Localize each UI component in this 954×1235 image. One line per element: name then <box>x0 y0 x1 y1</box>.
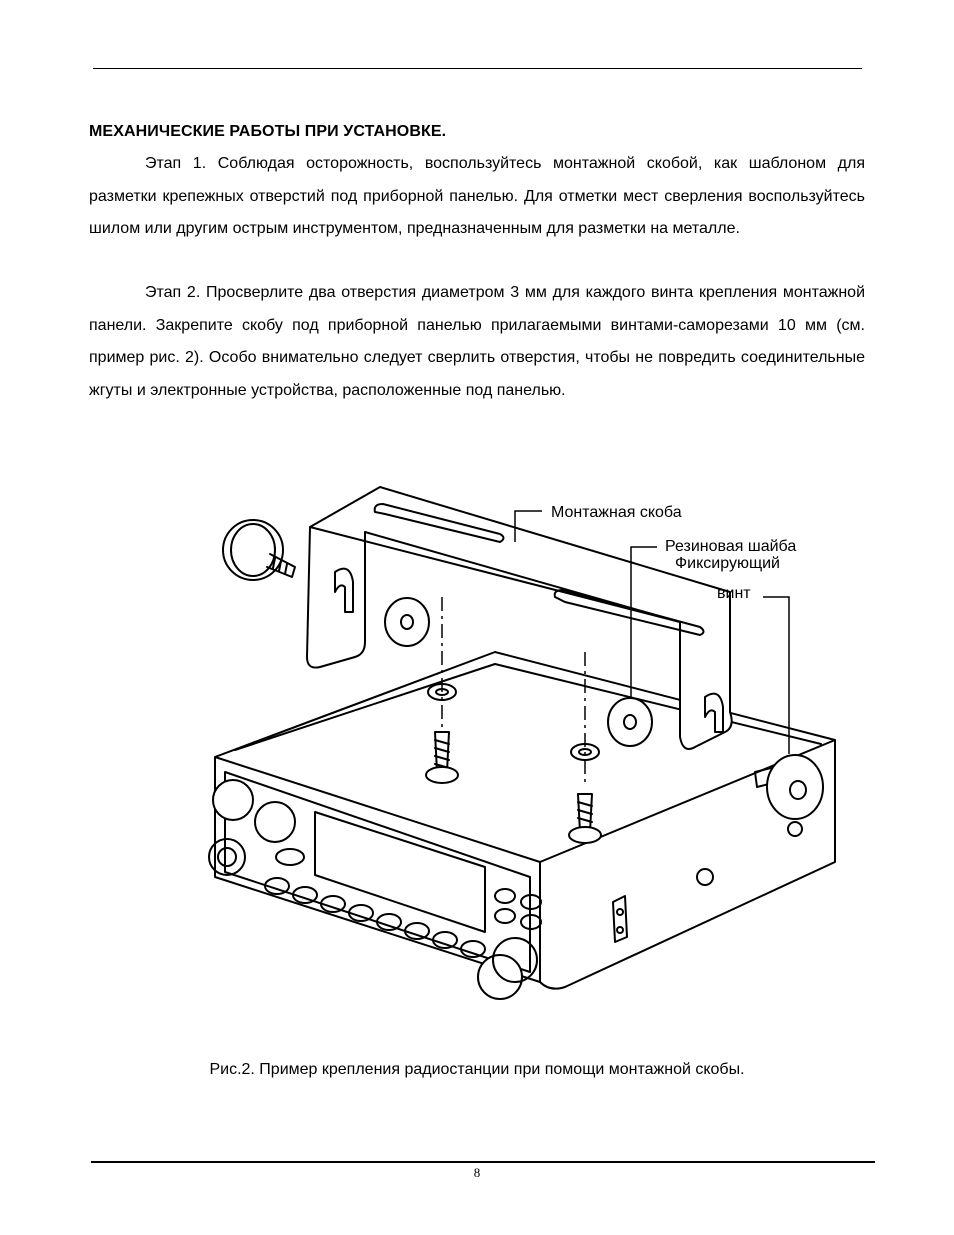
label-mounting-bracket: Монтажная скоба <box>551 504 682 521</box>
paragraph-step-1: Этап 1. Соблюдая осторожность, воспользуйтесь монтажной скобой, как шаблоном для разметки крепежных отверстий под приборной панелью. Для отметки мест сверления воспользуйтесь шилом или другим острым инструментом, предназначенным для разметки на металле. <box>89 155 865 237</box>
page-number: 8 <box>473 1165 481 1180</box>
left-fixing-screw-illustration <box>223 520 295 580</box>
label-fixing-line1: Фиксирующий <box>675 555 780 572</box>
mounting-bracket-figure <box>195 482 845 1032</box>
section-heading: МЕХАНИЧЕСКИЕ РАБОТЫ ПРИ УСТАНОВКЕ. <box>89 123 447 140</box>
paragraph-step-2: Этап 2. Просверлите два отверстия диаметром 3 мм для каждого винта крепления монтажной панели. Закрепите скобу под приборной панелью прилагаемыми винтами-саморезами 10 мм (см. пример рис. 2). Особо внимательно следует сверлить отверстия, чтобы не повредить соединительные жгуты и электронные устройства, расположенные под панелью. <box>89 284 865 399</box>
figure-caption: Рис.2. Пример крепления радиостанции при помощи монтажной скобы. <box>209 1061 745 1078</box>
label-fixing-line2: винт <box>717 585 751 602</box>
header-rule <box>93 68 862 69</box>
radio-body-illustration <box>209 652 835 999</box>
footer-rule <box>91 1161 875 1163</box>
label-rubber-washer: Резиновая шайба <box>665 538 797 555</box>
